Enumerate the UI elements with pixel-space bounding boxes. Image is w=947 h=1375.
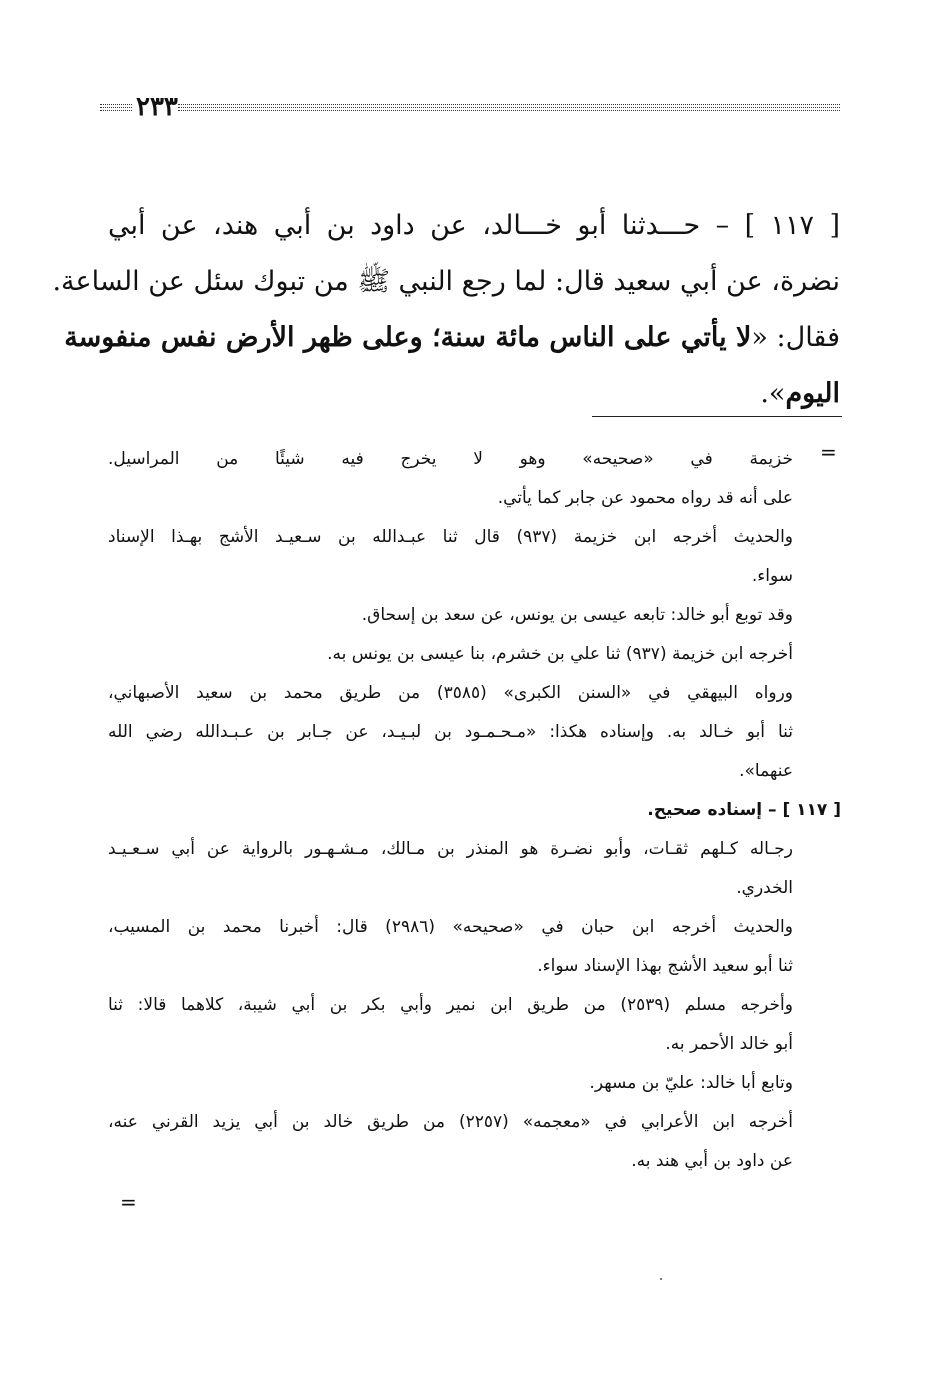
page-number: ٢٣٣ [136,92,178,122]
page-header [100,92,840,122]
hadith-line-3 [64,310,840,366]
hadith-line-1: [ ١١٧ ] – حـــدثنا أبو خـــالد، عن داود بن أبي هند، عن أبي [108,210,840,241]
footnote-line: على أنه قد رواه محمود عن جابر كما يأتي. [497,488,793,508]
footnote-line: ورواه البيهقي في «السنن الكبرى» (٣٥٨٥) من طريق محمد بن سعيد الأصبهاني، [108,683,793,703]
header-rule-right [178,102,840,114]
hadith-line-2: نضرة، عن أبي سعيد قال: لما رجع النبي ﷺ من تبوك سئل عن الساعة. [52,266,840,297]
hadith-line-3-quote: لا يأتي على الناس مائة سنة؛ وعلى ظهر الأرض نفس منفوسة [64,322,752,353]
footnote-divider [592,416,842,417]
footnote-line: أخرجه ابن الأعرابي في «معجمه» (٢٢٥٧) من طريق خالد بن أبي يزيد القرني عنه، [108,1112,793,1132]
footnote-line: وتابع أبا خالد: عليّ بن مسهر. [589,1073,793,1093]
footnote-line: ثنا أبو خـالد به. وإسناده هكذا: «مـحـمـود بن لبـيـد، عن جـابر بن عـبـدالله رضي الله [108,722,793,742]
header-rule-left [100,102,132,114]
footnote-line: وقد توبع أبو خالد: تابعه عيسى بن يونس، عن سعد بن إسحاق. [361,605,793,625]
footnotes [108,440,841,1181]
continuation-mark-top: = [820,440,837,464]
hadith-line-3-prefix: فقال: « [751,322,840,353]
continuation-mark-bottom: = [120,1190,137,1214]
footnote-line: [ ١١٧ ] – إسناده صحيح. [647,800,841,820]
footnote-line: عن داود بن أبي هند به. [631,1151,793,1171]
footnote-line: عنهما». [739,761,793,781]
page-speck [660,1278,662,1280]
footnote-line: رجـاله كـلهم ثقـات، وأبو نضـرة هو المنذر بن مـالك، مـشـهـور بالرواية عن أبي سـعـيـد [108,839,793,859]
footnote-line: وأخرجه مسلم (٢٥٣٩) من طريق ابن نمير وأبي بكر بن أبي شيبة، كلاهما قالا: ثنا [108,995,793,1015]
footnote-line: والحديث أخرجه ابن حبان في «صحيحه» (٢٩٨٦) قال: أخبرنا محمد بن المسيب، [108,917,793,937]
hadith-text [52,198,840,422]
footnote-line: أبو خالد الأحمر به. [665,1034,793,1054]
footnote-line: سواء. [751,566,793,586]
hadith-line-4-quote: اليوم [785,378,840,409]
footnote-line: الخدري. [736,878,793,898]
footnote-line: والحديث أخرجه ابن خزيمة (٩٣٧) قال ثنا عبـدالله بن سـعيـد الأشج بهـذا الإسناد [108,527,793,547]
hadith-line-4 [108,366,840,422]
hadith-line-4-suffix: ». [760,378,786,409]
footnote-line: أخرجه ابن خزيمة (٩٣٧) ثنا علي بن خشرم، بنا عيسى بن يونس به. [327,644,793,664]
footnote-line: خزيمة في «صحيحه» وهو لا يخرج فيه شيئًا من المراسيل. [108,449,793,469]
footnote-line: ثنا أبو سعيد الأشج بهذا الإسناد سواء. [537,956,793,976]
